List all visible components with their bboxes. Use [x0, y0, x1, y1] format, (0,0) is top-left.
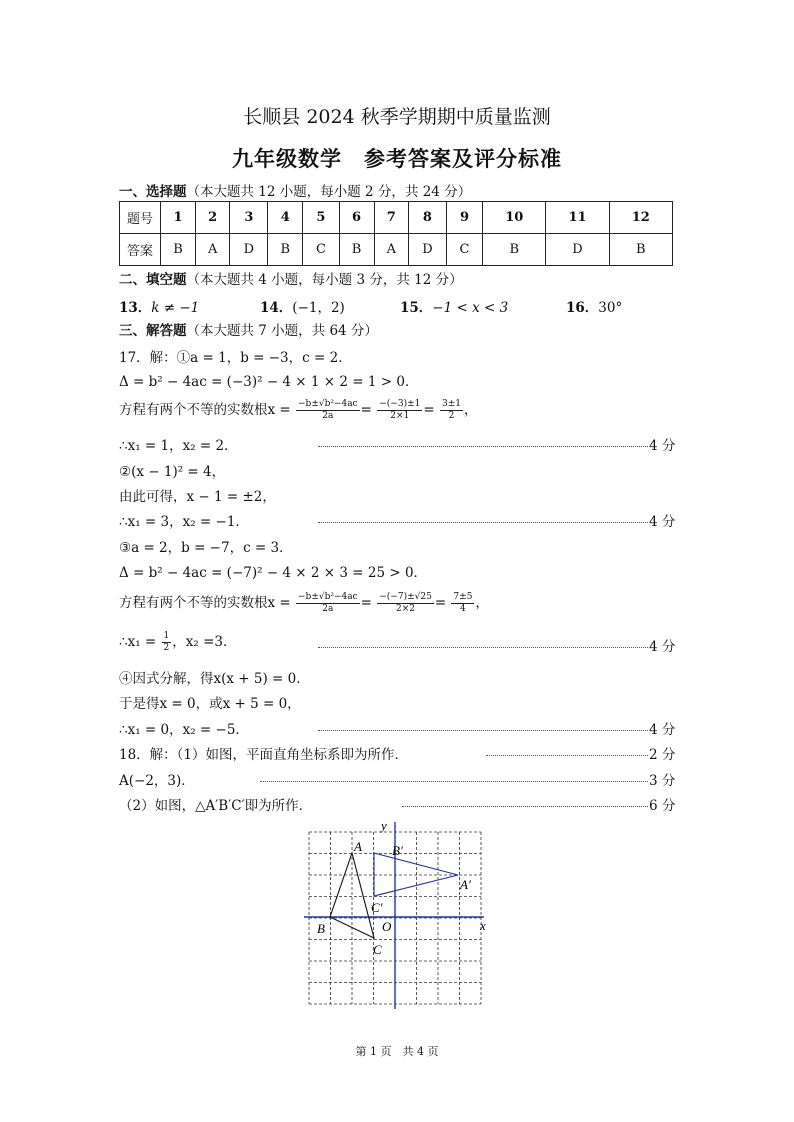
section-1-heading	[119, 180, 471, 200]
fill-item-num: 15．	[400, 300, 433, 316]
fraction	[162, 631, 172, 654]
point-b-prime-label: B′	[392, 843, 403, 858]
fill-item-text: k ≠ −1	[151, 300, 200, 316]
score-leader	[402, 806, 648, 807]
fill-item-14	[260, 296, 345, 316]
table-cell: B	[609, 234, 672, 266]
score-label: 6 分	[649, 798, 676, 814]
origin-label: O	[382, 919, 392, 934]
table-cell: 5	[303, 202, 339, 234]
table-cell: 1	[161, 202, 196, 234]
q17-line-8: ③a = 2，b = −7，c = 3．	[119, 540, 293, 556]
score-leader	[318, 647, 648, 648]
q17-line-2: Δ = b² − 4ac = (−3)² − 4 × 1 × 2 = 1 > 0．	[119, 374, 419, 390]
table-cell: 12	[609, 202, 672, 234]
fraction-denominator: 2×1	[390, 411, 410, 421]
score-leader	[318, 446, 648, 447]
table-cell-label: 答案	[120, 234, 161, 266]
answer-table	[119, 201, 673, 266]
document-title: 长顺县 2024 秋季学期期中质量监测	[243, 106, 551, 128]
fill-item-num: 14．	[260, 300, 293, 316]
document-subtitle: 九年级数学 参考答案及评分标准	[232, 146, 562, 171]
q17-line-5: ②(x − 1)² = 4，	[119, 464, 226, 480]
fraction-numerator: −(−3)±1	[379, 399, 421, 409]
y-axis-label: y	[381, 818, 387, 833]
score-leader	[260, 781, 648, 782]
q17-line-11-suffix: ，x₂ =3．	[172, 634, 237, 650]
page-footer: 第 1 页 共 4 页	[355, 1045, 439, 1058]
fraction	[377, 592, 434, 615]
table-cell: 9	[446, 202, 482, 234]
table-cell: 2	[195, 202, 229, 234]
fill-item-13	[119, 296, 199, 316]
triangle-abc	[330, 853, 374, 938]
q18-line-3: （2）如图，△A′B′C′即为所作．	[119, 798, 313, 814]
point-c-label: C	[373, 942, 382, 957]
section-1-title: 一、选择题	[119, 184, 187, 200]
q17-line-7: ∴x₁ = 3，x₂ = −1．	[119, 514, 249, 530]
table-row-numbers	[120, 202, 673, 234]
fraction-denominator: 4	[460, 604, 466, 614]
fraction-denominator: 2a	[322, 604, 334, 614]
table-cell: A	[195, 234, 229, 266]
q17-line-11	[119, 630, 236, 654]
table-row-answers	[120, 234, 673, 266]
table-cell: C	[446, 234, 482, 266]
fraction-denominator: 2	[448, 411, 455, 421]
table-cell-label: 题号	[120, 202, 161, 234]
q17-line-3-prefix: 方程有两个不等的实数根x =	[119, 402, 291, 418]
q17-line-12: ④因式分解，得x(x + 5) = 0．	[119, 671, 310, 687]
fraction-numerator: 3±1	[441, 399, 461, 409]
table-cell: D	[408, 234, 446, 266]
fraction-numerator: −(−7)±√25	[379, 592, 432, 602]
q17-line-11-prefix: ∴x₁ =	[119, 634, 157, 650]
table-cell: C	[303, 234, 339, 266]
table-cell: D	[230, 234, 268, 266]
point-c-prime-label: C′	[371, 900, 383, 915]
q18-line-1: 18．解：（1）如图，平面直角坐标系即为所作．	[119, 747, 409, 763]
fraction	[296, 399, 360, 422]
score-leader	[486, 755, 648, 756]
section-3-heading	[119, 319, 378, 339]
fraction-denominator: 2×2	[396, 604, 416, 614]
score-label: 3 分	[649, 773, 676, 789]
section-2-title: 二、填空题	[119, 272, 187, 288]
table-cell: B	[268, 234, 303, 266]
q17-line-1: 17．解：①a = 1，b = −3，c = 2．	[119, 350, 352, 366]
table-cell: B	[483, 234, 546, 266]
table-cell: 7	[374, 202, 408, 234]
table-cell: 8	[408, 202, 446, 234]
fraction	[440, 399, 463, 422]
table-cell: 6	[339, 202, 374, 234]
fraction-numerator: −b±√b²−4ac	[298, 399, 358, 409]
section-2-note: （本大题共 4 小题，每小题 3 分，共 12 分）	[186, 272, 463, 288]
fraction	[296, 592, 360, 615]
q17-line-14: ∴x₁ = 0，x₂ = −5．	[119, 722, 249, 738]
fraction-numerator: −b±√b²−4ac	[298, 592, 358, 602]
q17-line-10: 方程有两个不等的实数根x = $\frac{\text{−b±√b²−4ac}}{2a}$ = $\frac{-(-7)\pm√25}{2\times 2}$ = $\frac{7\pm 5}{4}$ ，	[119, 592, 489, 614]
fill-item-num: 13．	[119, 300, 152, 316]
fraction	[451, 592, 474, 615]
fraction-denominator: 2	[163, 643, 170, 653]
section-2-heading	[119, 268, 463, 288]
fill-item-text: (−1，2)	[292, 300, 345, 316]
score-leader	[318, 522, 648, 523]
point-b-label: B	[317, 921, 325, 936]
fill-item-16	[566, 296, 622, 316]
fill-item-text: −1 < x < 3	[432, 300, 509, 316]
fill-item-15	[400, 296, 508, 316]
q18-line-2: A(−2，3)．	[119, 773, 195, 789]
q17-line-9: Δ = b² − 4ac = (−7)² − 4 × 2 × 3 = 25 > 0．	[119, 565, 428, 581]
score-leader	[318, 730, 648, 731]
fraction-numerator: 7±5	[453, 592, 473, 602]
q17-line-13: 于是得x = 0，或x + 5 = 0，	[119, 696, 301, 712]
triangle-a-prime-b-prime-c-prime	[374, 853, 458, 896]
score-label: 2 分	[649, 747, 676, 763]
section-3-note: （本大题共 7 小题，共 64 分）	[186, 323, 378, 339]
score-label: 4 分	[649, 639, 676, 655]
fill-item-num: 16．	[566, 300, 599, 316]
fraction	[377, 399, 422, 422]
table-cell: 10	[483, 202, 546, 234]
point-a-label: A	[354, 839, 362, 854]
table-cell: 3	[230, 202, 268, 234]
x-axis-label: x	[480, 918, 486, 933]
score-label: 4 分	[649, 438, 676, 454]
fill-item-text: 30°	[598, 300, 623, 316]
table-cell: B	[161, 234, 196, 266]
section-1-note: （本大题共 12 小题，每小题 2 分，共 24 分）	[186, 184, 472, 200]
q17-line-6: 由此可得，x − 1 = ±2，	[119, 489, 276, 505]
score-label: 4 分	[649, 514, 676, 530]
score-label: 4 分	[649, 722, 676, 738]
table-cell: A	[374, 234, 408, 266]
point-a-prime-label: A′	[460, 877, 471, 892]
coordinate-grid-figure	[296, 818, 496, 1013]
table-cell: B	[339, 234, 374, 266]
q17-line-3: 方程有两个不等的实数根x = $\frac{\text{−b±√b²−4ac}}{2a}$ = $\frac{-(-3)\pm 1}{2\times 1}$ = $\frac{3\pm 1}{2}$ ，	[119, 399, 478, 421]
table-cell: 11	[546, 202, 609, 234]
q17-line-4: ∴x₁ = 1，x₂ = 2．	[119, 438, 238, 454]
q17-line-10-prefix: 方程有两个不等的实数根x =	[119, 595, 291, 611]
fraction-numerator: 1	[163, 631, 170, 641]
table-cell: D	[546, 234, 609, 266]
table-cell: 4	[268, 202, 303, 234]
section-3-title: 三、解答题	[119, 323, 187, 339]
fraction-denominator: 2a	[322, 411, 334, 421]
